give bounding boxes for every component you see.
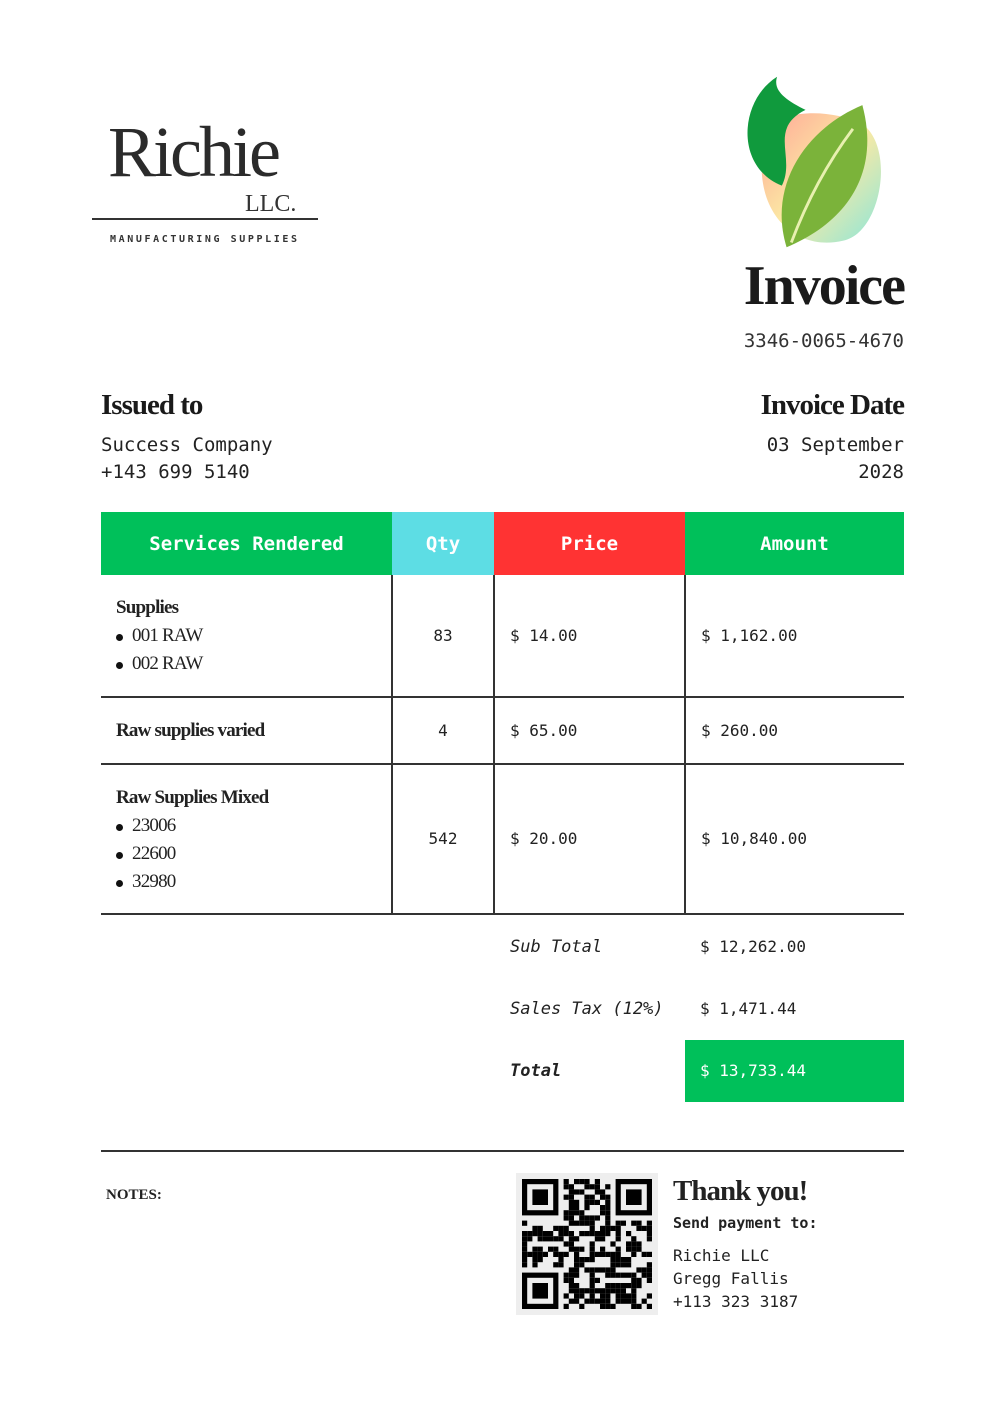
header-qty: Qty xyxy=(392,512,494,575)
qty: 4 xyxy=(438,721,448,740)
column-divider xyxy=(684,575,686,915)
amount: $ 260.00 xyxy=(701,721,779,740)
payee-name: Richie LLC xyxy=(673,1246,770,1265)
issued-to-heading: Issued to xyxy=(101,389,203,421)
service-item: 002 RAW xyxy=(116,650,202,678)
total-label: Total xyxy=(510,1061,562,1081)
invoice-date-year: 2028 xyxy=(858,461,904,483)
header-price: Price xyxy=(494,512,685,575)
total-value: $ 13,733.44 xyxy=(700,1061,806,1080)
subtotal-label: Sub Total xyxy=(510,937,603,957)
row-divider xyxy=(101,696,904,698)
payee-phone: +113 323 3187 xyxy=(673,1292,799,1311)
brand-suffix: LLC. xyxy=(245,191,297,217)
service-name: Raw supplies varied xyxy=(116,720,265,741)
service-item: 32980 xyxy=(116,868,268,896)
send-payment-label: Send payment to: xyxy=(673,1214,818,1232)
brand-divider xyxy=(92,218,318,220)
invoice-title: Invoice xyxy=(743,255,904,317)
payee-contact: Gregg Fallis xyxy=(673,1269,789,1288)
service-item: 22600 xyxy=(116,840,268,868)
service-item: 001 RAW xyxy=(116,622,202,650)
invoice-date-day: 03 September xyxy=(766,434,904,456)
thank-you: Thank you! xyxy=(673,1175,808,1207)
price: $ 14.00 xyxy=(510,626,578,645)
tax-label: Sales Tax (12%) xyxy=(510,999,664,1019)
leaf-icon xyxy=(735,72,895,252)
table-row xyxy=(116,786,268,896)
invoice-date-heading: Invoice Date xyxy=(760,389,904,421)
service-item: 23006 xyxy=(116,812,268,840)
price: $ 20.00 xyxy=(510,829,578,848)
header-services: Services Rendered xyxy=(101,512,392,575)
qr-code xyxy=(516,1173,658,1315)
qty: 83 xyxy=(433,626,453,645)
tax-value: $ 1,471.44 xyxy=(700,999,797,1018)
table-row xyxy=(116,719,264,743)
footer-divider xyxy=(101,1150,904,1152)
service-name: Raw Supplies Mixed xyxy=(116,787,269,808)
notes-label: NOTES: xyxy=(106,1187,162,1203)
amount: $ 10,840.00 xyxy=(701,829,807,848)
price: $ 65.00 xyxy=(510,721,578,740)
client-phone: +143 699 5140 xyxy=(101,461,250,483)
qty: 542 xyxy=(428,829,458,848)
brand-tagline: MANUFACTURING SUPPLIES xyxy=(110,234,300,245)
invoice-number: 3346-0065-4670 xyxy=(743,330,904,352)
table-row xyxy=(116,596,202,678)
service-name: Supplies xyxy=(116,597,179,618)
amount: $ 1,162.00 xyxy=(701,626,798,645)
subtotal-value: $ 12,262.00 xyxy=(700,937,806,956)
client-name: Success Company xyxy=(101,434,273,456)
brand-name: Richie xyxy=(108,112,278,192)
header-amount: Amount xyxy=(685,512,904,575)
row-divider xyxy=(101,913,904,915)
row-divider xyxy=(101,763,904,765)
